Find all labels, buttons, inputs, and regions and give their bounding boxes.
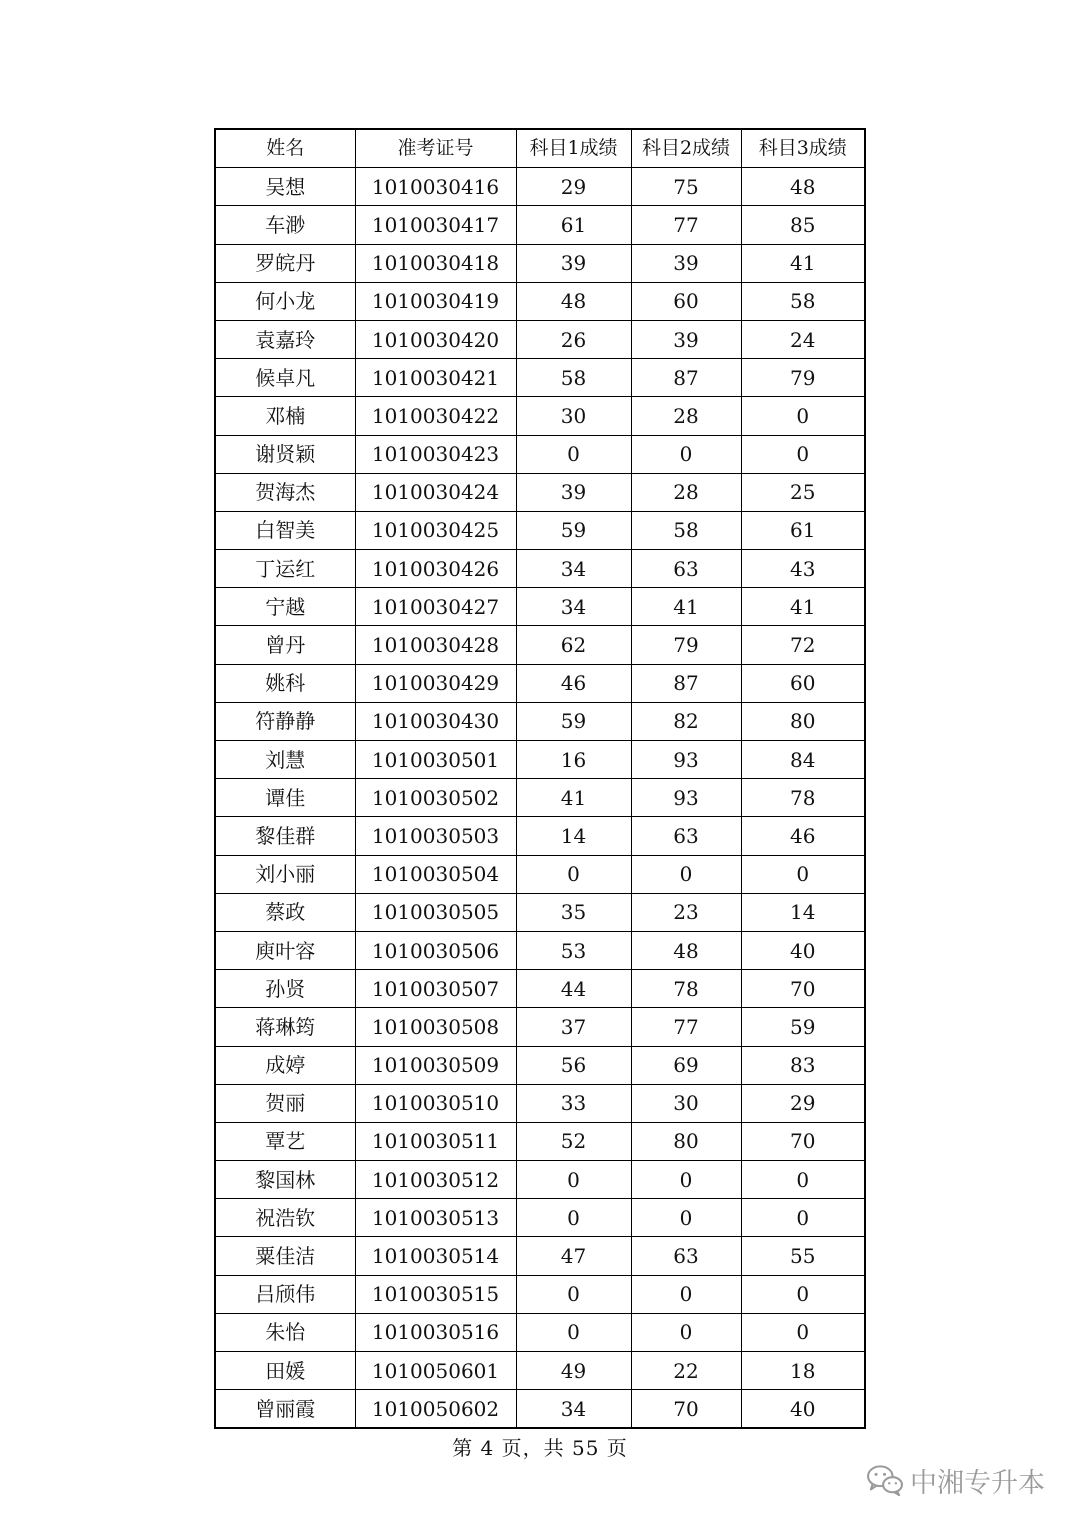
cell-score-3: 40 (741, 931, 865, 969)
cell-name: 刘小丽 (215, 855, 355, 893)
cell-score-2: 41 (631, 588, 741, 626)
cell-name: 贺丽 (215, 1084, 355, 1122)
table-row (215, 244, 865, 282)
cell-score-1: 16 (516, 741, 631, 779)
cell-exam-id: 1010030512 (355, 1161, 516, 1199)
table-row (215, 206, 865, 244)
cell-exam-id: 1010030428 (355, 626, 516, 664)
cell-score-2: 63 (631, 817, 741, 855)
cell-score-1: 47 (516, 1237, 631, 1275)
cell-score-2: 87 (631, 359, 741, 397)
cell-score-3: 60 (741, 664, 865, 702)
cell-score-2: 63 (631, 550, 741, 588)
cell-exam-id: 1010030506 (355, 931, 516, 969)
header-exam-id: 准考证号 (355, 129, 516, 168)
wechat-icon (866, 1464, 904, 1496)
table-row (215, 1199, 865, 1237)
cell-name: 邓楠 (215, 397, 355, 435)
cell-score-2: 82 (631, 702, 741, 740)
cell-score-1: 59 (516, 702, 631, 740)
cell-score-1: 34 (516, 550, 631, 588)
cell-score-3: 0 (741, 1161, 865, 1199)
cell-exam-id: 1010030501 (355, 741, 516, 779)
header-score-1: 科目1成绩 (516, 129, 631, 168)
cell-score-1: 44 (516, 970, 631, 1008)
cell-name: 黎佳群 (215, 817, 355, 855)
cell-name: 田媛 (215, 1352, 355, 1390)
cell-name: 曾丹 (215, 626, 355, 664)
cell-exam-id: 1010030421 (355, 359, 516, 397)
cell-score-3: 70 (741, 1122, 865, 1160)
cell-exam-id: 1010050601 (355, 1352, 516, 1390)
cell-name: 覃艺 (215, 1122, 355, 1160)
cell-name: 蔡政 (215, 893, 355, 931)
cell-score-3: 0 (741, 1313, 865, 1351)
cell-exam-id: 1010030511 (355, 1122, 516, 1160)
cell-score-2: 0 (631, 1161, 741, 1199)
cell-exam-id: 1010030416 (355, 168, 516, 206)
cell-score-1: 29 (516, 168, 631, 206)
cell-score-3: 83 (741, 1046, 865, 1084)
cell-score-2: 28 (631, 397, 741, 435)
table-row (215, 511, 865, 549)
cell-exam-id: 1010030503 (355, 817, 516, 855)
table-row (215, 359, 865, 397)
table-row (215, 168, 865, 206)
table-row (215, 970, 865, 1008)
cell-score-3: 79 (741, 359, 865, 397)
cell-name: 袁嘉玲 (215, 320, 355, 358)
cell-score-1: 52 (516, 1122, 631, 1160)
cell-score-1: 0 (516, 1161, 631, 1199)
cell-score-3: 0 (741, 855, 865, 893)
cell-exam-id: 1010030418 (355, 244, 516, 282)
cell-score-2: 75 (631, 168, 741, 206)
cell-score-3: 58 (741, 282, 865, 320)
table-row (215, 817, 865, 855)
cell-score-2: 60 (631, 282, 741, 320)
table-row (215, 397, 865, 435)
cell-score-1: 46 (516, 664, 631, 702)
cell-name: 吴想 (215, 168, 355, 206)
cell-score-1: 0 (516, 435, 631, 473)
cell-score-3: 0 (741, 435, 865, 473)
cell-name: 贺海杰 (215, 473, 355, 511)
header-name: 姓名 (215, 129, 355, 168)
cell-name: 孙贤 (215, 970, 355, 1008)
table-row (215, 1352, 865, 1390)
cell-name: 谭佳 (215, 779, 355, 817)
watermark (866, 1462, 1045, 1498)
cell-exam-id: 1010030426 (355, 550, 516, 588)
cell-score-1: 26 (516, 320, 631, 358)
cell-score-1: 0 (516, 1313, 631, 1351)
cell-exam-id: 1010030419 (355, 282, 516, 320)
table-row (215, 931, 865, 969)
cell-exam-id: 1010050602 (355, 1390, 516, 1429)
cell-score-2: 80 (631, 1122, 741, 1160)
cell-score-1: 0 (516, 1275, 631, 1313)
cell-score-1: 30 (516, 397, 631, 435)
cell-score-2: 93 (631, 779, 741, 817)
cell-name: 粟佳洁 (215, 1237, 355, 1275)
cell-name: 宁越 (215, 588, 355, 626)
cell-score-2: 69 (631, 1046, 741, 1084)
table-row (215, 473, 865, 511)
cell-exam-id: 1010030504 (355, 855, 516, 893)
cell-score-1: 53 (516, 931, 631, 969)
cell-exam-id: 1010030516 (355, 1313, 516, 1351)
cell-score-1: 0 (516, 855, 631, 893)
table-row (215, 1161, 865, 1199)
table-row (215, 1046, 865, 1084)
cell-score-3: 0 (741, 397, 865, 435)
cell-score-3: 24 (741, 320, 865, 358)
cell-score-3: 40 (741, 1390, 865, 1429)
cell-score-2: 58 (631, 511, 741, 549)
cell-exam-id: 1010030505 (355, 893, 516, 931)
table-row (215, 282, 865, 320)
cell-score-1: 61 (516, 206, 631, 244)
cell-score-1: 41 (516, 779, 631, 817)
header-score-3: 科目3成绩 (741, 129, 865, 168)
cell-score-3: 43 (741, 550, 865, 588)
cell-score-1: 14 (516, 817, 631, 855)
cell-exam-id: 1010030427 (355, 588, 516, 626)
cell-score-2: 77 (631, 206, 741, 244)
table-row (215, 626, 865, 664)
table-row (215, 1237, 865, 1275)
cell-name: 何小龙 (215, 282, 355, 320)
cell-name: 符静静 (215, 702, 355, 740)
cell-name: 丁运红 (215, 550, 355, 588)
cell-exam-id: 1010030514 (355, 1237, 516, 1275)
score-table (214, 128, 866, 1429)
cell-score-3: 25 (741, 473, 865, 511)
cell-score-2: 0 (631, 1275, 741, 1313)
cell-exam-id: 1010030425 (355, 511, 516, 549)
cell-score-2: 30 (631, 1084, 741, 1122)
cell-name: 成婷 (215, 1046, 355, 1084)
cell-exam-id: 1010030430 (355, 702, 516, 740)
table-row (215, 1390, 865, 1429)
cell-score-1: 58 (516, 359, 631, 397)
cell-score-3: 14 (741, 893, 865, 931)
cell-name: 黎国林 (215, 1161, 355, 1199)
cell-score-3: 61 (741, 511, 865, 549)
cell-exam-id: 1010030508 (355, 1008, 516, 1046)
cell-score-2: 48 (631, 931, 741, 969)
cell-score-3: 0 (741, 1199, 865, 1237)
cell-name: 谢贤颖 (215, 435, 355, 473)
cell-name: 蒋琳筠 (215, 1008, 355, 1046)
cell-exam-id: 1010030422 (355, 397, 516, 435)
cell-name: 曾丽霞 (215, 1390, 355, 1429)
page-number: 第 4 页，共 55 页 (452, 1436, 628, 1460)
cell-score-1: 0 (516, 1199, 631, 1237)
cell-exam-id: 1010030510 (355, 1084, 516, 1122)
cell-score-3: 41 (741, 588, 865, 626)
cell-score-3: 41 (741, 244, 865, 282)
table-row (215, 779, 865, 817)
cell-score-1: 34 (516, 588, 631, 626)
cell-score-3: 85 (741, 206, 865, 244)
cell-score-2: 79 (631, 626, 741, 664)
cell-score-1: 39 (516, 244, 631, 282)
cell-name: 姚科 (215, 664, 355, 702)
header-score-2: 科目2成绩 (631, 129, 741, 168)
cell-score-1: 39 (516, 473, 631, 511)
cell-score-1: 48 (516, 282, 631, 320)
cell-name: 庾叶容 (215, 931, 355, 969)
cell-name: 罗皖丹 (215, 244, 355, 282)
cell-score-1: 33 (516, 1084, 631, 1122)
table-row (215, 435, 865, 473)
cell-score-2: 70 (631, 1390, 741, 1429)
cell-score-1: 34 (516, 1390, 631, 1429)
table-row (215, 1008, 865, 1046)
cell-score-1: 37 (516, 1008, 631, 1046)
cell-exam-id: 1010030417 (355, 206, 516, 244)
cell-score-2: 87 (631, 664, 741, 702)
cell-score-2: 0 (631, 1199, 741, 1237)
table-row (215, 320, 865, 358)
cell-score-1: 35 (516, 893, 631, 931)
cell-score-2: 0 (631, 435, 741, 473)
cell-exam-id: 1010030502 (355, 779, 516, 817)
table-row (215, 1084, 865, 1122)
cell-score-3: 72 (741, 626, 865, 664)
table-row (215, 588, 865, 626)
table-row (215, 1122, 865, 1160)
cell-score-3: 78 (741, 779, 865, 817)
cell-score-3: 70 (741, 970, 865, 1008)
cell-score-2: 23 (631, 893, 741, 931)
cell-exam-id: 1010030513 (355, 1199, 516, 1237)
cell-score-1: 56 (516, 1046, 631, 1084)
cell-score-2: 63 (631, 1237, 741, 1275)
cell-exam-id: 1010030424 (355, 473, 516, 511)
cell-exam-id: 1010030423 (355, 435, 516, 473)
cell-score-3: 48 (741, 168, 865, 206)
cell-score-2: 22 (631, 1352, 741, 1390)
cell-exam-id: 1010030509 (355, 1046, 516, 1084)
cell-score-3: 46 (741, 817, 865, 855)
cell-score-3: 84 (741, 741, 865, 779)
table-row (215, 550, 865, 588)
watermark-text: 中湘专升本 (910, 1467, 1045, 1499)
cell-score-1: 49 (516, 1352, 631, 1390)
table-row (215, 664, 865, 702)
cell-score-2: 78 (631, 970, 741, 1008)
table-row (215, 741, 865, 779)
cell-score-3: 80 (741, 702, 865, 740)
cell-exam-id: 1010030429 (355, 664, 516, 702)
cell-score-1: 59 (516, 511, 631, 549)
cell-score-2: 93 (631, 741, 741, 779)
cell-exam-id: 1010030507 (355, 970, 516, 1008)
cell-name: 祝浩钦 (215, 1199, 355, 1237)
cell-name: 白智美 (215, 511, 355, 549)
cell-score-1: 62 (516, 626, 631, 664)
cell-score-2: 0 (631, 855, 741, 893)
cell-exam-id: 1010030420 (355, 320, 516, 358)
cell-score-3: 0 (741, 1275, 865, 1313)
cell-score-2: 77 (631, 1008, 741, 1046)
table-header-row (215, 129, 865, 168)
cell-name: 刘慧 (215, 741, 355, 779)
cell-score-3: 18 (741, 1352, 865, 1390)
cell-exam-id: 1010030515 (355, 1275, 516, 1313)
cell-score-3: 55 (741, 1237, 865, 1275)
cell-name: 车渺 (215, 206, 355, 244)
table-row (215, 855, 865, 893)
table-row (215, 1313, 865, 1351)
cell-score-3: 59 (741, 1008, 865, 1046)
table-row (215, 702, 865, 740)
table-row (215, 1275, 865, 1313)
cell-score-2: 39 (631, 244, 741, 282)
cell-score-2: 39 (631, 320, 741, 358)
cell-score-2: 28 (631, 473, 741, 511)
cell-score-3: 29 (741, 1084, 865, 1122)
table-row (215, 893, 865, 931)
cell-score-2: 0 (631, 1313, 741, 1351)
cell-name: 朱怡 (215, 1313, 355, 1351)
cell-name: 候卓凡 (215, 359, 355, 397)
cell-name: 吕颀伟 (215, 1275, 355, 1313)
